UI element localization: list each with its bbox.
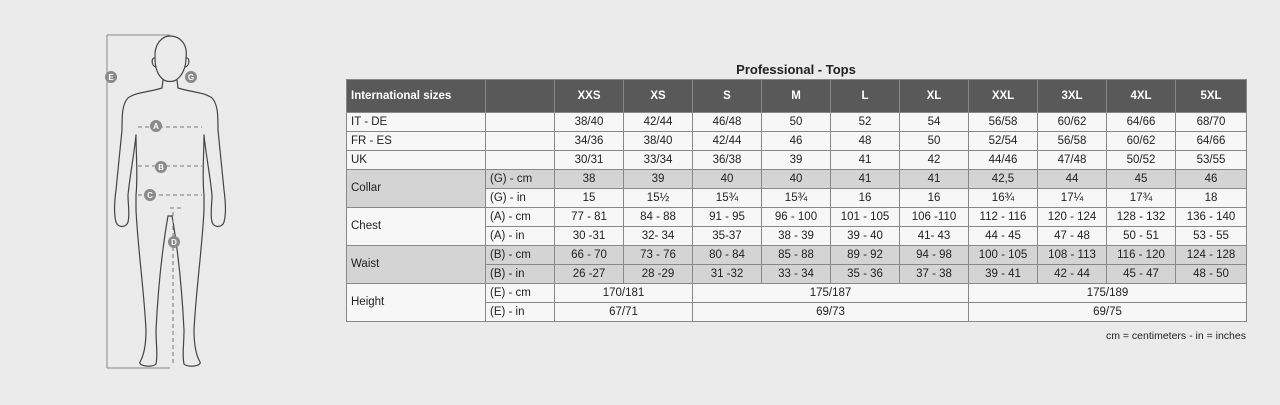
row-label: UK	[347, 151, 486, 170]
table-cell: 136 - 140	[1176, 208, 1247, 227]
unit-label: (E) - in	[486, 303, 555, 322]
table-cell: 26 -27	[555, 265, 624, 284]
table-cell: 64/66	[1176, 132, 1247, 151]
row-group-label-collar: Collar	[347, 170, 486, 208]
size-header: 3XL	[1038, 80, 1107, 113]
table-cell: 54	[900, 113, 969, 132]
table-cell: 46	[1176, 170, 1247, 189]
row-group-label-waist: Waist	[347, 246, 486, 284]
marker-g: G	[187, 73, 195, 82]
table-cell: 96 - 100	[762, 208, 831, 227]
table-cell: 36/38	[693, 151, 762, 170]
table-cell: 170/181	[555, 284, 693, 303]
table-cell: 35-37	[693, 227, 762, 246]
table-cell: 124 - 128	[1176, 246, 1247, 265]
table-cell: 17¾	[1107, 189, 1176, 208]
table-cell: 38 - 39	[762, 227, 831, 246]
table-cell: 15¾	[693, 189, 762, 208]
table-cell: 50/52	[1107, 151, 1176, 170]
table-cell: 77 - 81	[555, 208, 624, 227]
unit-label: (A) - cm	[486, 208, 555, 227]
table-cell: 31 -32	[693, 265, 762, 284]
table-cell: 108 - 113	[1038, 246, 1107, 265]
table-cell: 47 - 48	[1038, 227, 1107, 246]
table-cell: 53 - 55	[1176, 227, 1247, 246]
table-cell: 35 - 36	[831, 265, 900, 284]
marker-e: E	[108, 73, 114, 82]
table-cell: 39	[624, 170, 693, 189]
size-header: XL	[900, 80, 969, 113]
table-cell: 41	[831, 151, 900, 170]
table-cell: 28 -29	[624, 265, 693, 284]
table-cell: 52	[831, 113, 900, 132]
table-cell: 37 - 38	[900, 265, 969, 284]
table-cell: 41	[831, 170, 900, 189]
table-cell: 41	[900, 170, 969, 189]
marker-b: B	[158, 163, 164, 172]
table-cell: 50	[900, 132, 969, 151]
row-label: IT - DE	[347, 113, 486, 132]
table-cell: 46	[762, 132, 831, 151]
table-cell: 53/55	[1176, 151, 1247, 170]
table-cell: 44 - 45	[969, 227, 1038, 246]
table-cell: 85 - 88	[762, 246, 831, 265]
row-label: FR - ES	[347, 132, 486, 151]
size-header: L	[831, 80, 900, 113]
table-cell: 16¾	[969, 189, 1038, 208]
unit-label: (B) - cm	[486, 246, 555, 265]
size-chart-table	[346, 79, 1247, 322]
unit-label: (G) - cm	[486, 170, 555, 189]
table-cell: 47/48	[1038, 151, 1107, 170]
size-header: S	[693, 80, 762, 113]
table-row-height-cm	[347, 284, 1247, 303]
table-cell: 39 - 41	[969, 265, 1038, 284]
table-cell: 17¼	[1038, 189, 1107, 208]
size-header: XXL	[969, 80, 1038, 113]
table-cell: 46/48	[693, 113, 762, 132]
table-cell: 80 - 84	[693, 246, 762, 265]
body-measurement-figure	[100, 30, 240, 375]
marker-d: D	[171, 238, 177, 247]
table-row-chest-cm	[347, 208, 1247, 227]
size-header: M	[762, 80, 831, 113]
header-label: International sizes	[347, 80, 486, 113]
table-cell: 38	[555, 170, 624, 189]
table-cell: 60/62	[1038, 113, 1107, 132]
table-cell: 91 - 95	[693, 208, 762, 227]
row-group-label-chest: Chest	[347, 208, 486, 246]
table-cell: 120 - 124	[1038, 208, 1107, 227]
table-cell: 38/40	[555, 113, 624, 132]
table-cell: 16	[831, 189, 900, 208]
table-cell: 42/44	[624, 113, 693, 132]
table-row-collar-cm	[347, 170, 1247, 189]
table-cell: 69/73	[693, 303, 969, 322]
table-cell: 33/34	[624, 151, 693, 170]
table-cell: 15¾	[762, 189, 831, 208]
table-cell: 175/189	[969, 284, 1247, 303]
table-cell: 40	[762, 170, 831, 189]
table-row-uk	[347, 151, 1247, 170]
unit-label: (B) - in	[486, 265, 555, 284]
table-cell: 50	[762, 113, 831, 132]
size-header: XXS	[555, 80, 624, 113]
table-cell: 64/66	[1107, 113, 1176, 132]
unit-label: (E) - cm	[486, 284, 555, 303]
table-row-it-de	[347, 113, 1247, 132]
table-cell: 89 - 92	[831, 246, 900, 265]
table-cell: 48	[831, 132, 900, 151]
table-cell: 175/187	[693, 284, 969, 303]
size-header: 5XL	[1176, 80, 1247, 113]
marker-c: C	[147, 191, 153, 200]
table-cell: 32- 34	[624, 227, 693, 246]
table-cell: 112 - 116	[969, 208, 1038, 227]
table-cell: 106 -110	[900, 208, 969, 227]
table-cell: 15½	[624, 189, 693, 208]
table-cell: 33 - 34	[762, 265, 831, 284]
table-cell: 44/46	[969, 151, 1038, 170]
table-cell: 94 - 98	[900, 246, 969, 265]
unit-label: (A) - in	[486, 227, 555, 246]
table-cell: 50 - 51	[1107, 227, 1176, 246]
human-body-outline-icon	[100, 30, 240, 375]
table-cell: 100 - 105	[969, 246, 1038, 265]
header-unit-spacer	[486, 80, 555, 113]
table-cell: 128 - 132	[1107, 208, 1176, 227]
table-row-fr-es	[347, 132, 1247, 151]
table-cell: 73 - 76	[624, 246, 693, 265]
table-cell: 38/40	[624, 132, 693, 151]
table-cell: 66 - 70	[555, 246, 624, 265]
unit-cell-empty	[486, 151, 555, 170]
table-cell: 16	[900, 189, 969, 208]
table-cell: 60/62	[1107, 132, 1176, 151]
table-cell: 45	[1107, 170, 1176, 189]
table-cell: 30 -31	[555, 227, 624, 246]
size-header: 4XL	[1107, 80, 1176, 113]
unit-label: (G) - in	[486, 189, 555, 208]
header-row	[347, 80, 1247, 113]
marker-a: A	[153, 122, 159, 131]
unit-cell-empty	[486, 132, 555, 151]
table-cell: 15	[555, 189, 624, 208]
table-cell: 41- 43	[900, 227, 969, 246]
table-cell: 18	[1176, 189, 1247, 208]
table-cell: 67/71	[555, 303, 693, 322]
table-cell: 42 - 44	[1038, 265, 1107, 284]
size-header: XS	[624, 80, 693, 113]
table-cell: 34/36	[555, 132, 624, 151]
table-cell: 68/70	[1176, 113, 1247, 132]
table-title: Professional - Tops	[736, 62, 856, 77]
table-row-waist-cm	[347, 246, 1247, 265]
table-cell: 52/54	[969, 132, 1038, 151]
table-cell: 56/58	[1038, 132, 1107, 151]
table-cell: 44	[1038, 170, 1107, 189]
table-cell: 45 - 47	[1107, 265, 1176, 284]
table-cell: 48 - 50	[1176, 265, 1247, 284]
table-cell: 39	[762, 151, 831, 170]
table-cell: 84 - 88	[624, 208, 693, 227]
table-cell: 40	[693, 170, 762, 189]
units-note: cm = centimeters - in = inches	[1105, 330, 1246, 342]
table-cell: 69/75	[969, 303, 1247, 322]
unit-cell-empty	[486, 113, 555, 132]
table-cell: 56/58	[969, 113, 1038, 132]
table-cell: 42,5	[969, 170, 1038, 189]
table-cell: 42/44	[693, 132, 762, 151]
table-cell: 42	[900, 151, 969, 170]
row-group-label-height: Height	[347, 284, 486, 322]
table-cell: 30/31	[555, 151, 624, 170]
table-cell: 101 - 105	[831, 208, 900, 227]
table-cell: 39 - 40	[831, 227, 900, 246]
table-cell: 116 - 120	[1107, 246, 1176, 265]
